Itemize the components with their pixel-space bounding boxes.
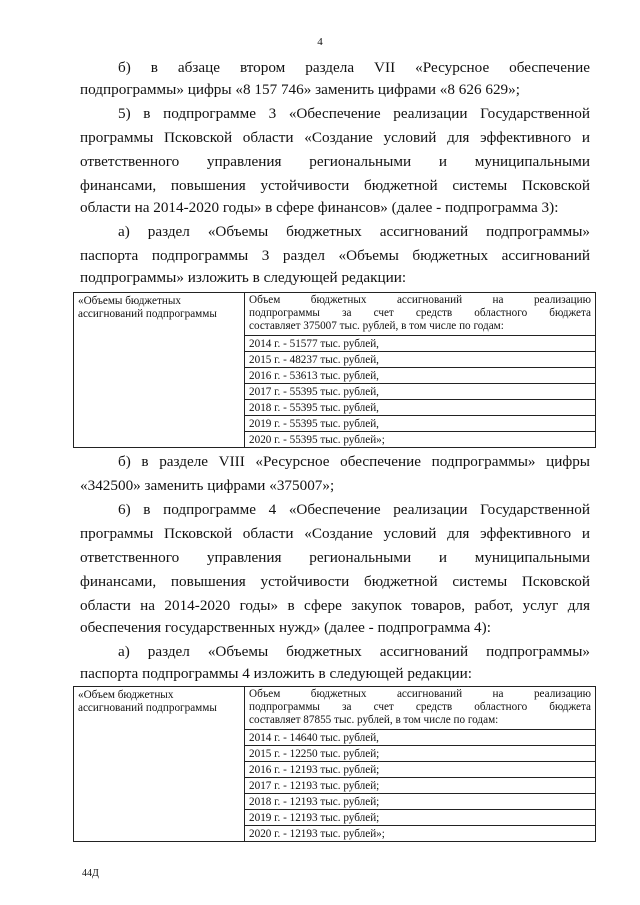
paragraph-line: области на 2014-2020 годы» в сфере финансов» (далее - подпрограмма 3): bbox=[80, 199, 559, 216]
table-year-row: 2017 г. - 12193 тыс. рублей; bbox=[245, 777, 595, 793]
table-value-header bbox=[245, 687, 595, 729]
table-value-cell bbox=[245, 293, 596, 448]
table-label-cell: «Объем бюджетных ассигнований подпрограммы bbox=[74, 687, 245, 842]
paragraph-line: финансами, повышения устойчивости бюджетной системы Псковской bbox=[80, 177, 590, 194]
table-header-line: Объем бюджетных ассигнований на реализацию bbox=[249, 688, 591, 700]
table-header-line: подпрограммы за счет средств областного бюджета bbox=[249, 701, 591, 713]
table-year-row: 2017 г. - 55395 тыс. рублей, bbox=[245, 383, 595, 399]
table-year-row: 2018 г. - 55395 тыс. рублей, bbox=[245, 399, 595, 415]
table-year-row: 2015 г. - 48237 тыс. рублей, bbox=[245, 351, 595, 367]
page-number: 4 bbox=[317, 36, 323, 48]
paragraph-line: финансами, повышения устойчивости бюджетной системы Псковской bbox=[80, 573, 590, 590]
table-year-row: 2014 г. - 14640 тыс. рублей, bbox=[245, 729, 595, 745]
paragraph-line: б) в абзаце втором раздела VII «Ресурсное обеспечение bbox=[118, 59, 590, 76]
table-year-row: 2015 г. - 12250 тыс. рублей; bbox=[245, 745, 595, 761]
paragraph-line: ответственного управления региональными и муниципальными bbox=[80, 153, 590, 170]
paragraph-line: паспорта подпрограммы 3 раздел «Объемы бюджетных ассигнований bbox=[80, 247, 590, 264]
paragraph-line: 6) в подпрограмме 4 «Обеспечение реализации Государственной bbox=[118, 501, 590, 518]
table-year-row: 2019 г. - 12193 тыс. рублей; bbox=[245, 809, 595, 825]
table-year-row: 2016 г. - 12193 тыс. рублей; bbox=[245, 761, 595, 777]
budget-table-subprogram-3 bbox=[73, 292, 596, 448]
table-value-header bbox=[245, 293, 595, 335]
table-header-line: составляет 375007 тыс. рублей, в том числе по годам: bbox=[249, 320, 504, 332]
table-year-row: 2019 г. - 55395 тыс. рублей, bbox=[245, 415, 595, 431]
paragraph-line: обеспечения государственных нужд» (далее - подпрограмма 4): bbox=[80, 619, 491, 636]
paragraph-line: б) в разделе VIII «Ресурсное обеспечение подпрограммы» цифры bbox=[118, 453, 590, 470]
paragraph-line: подпрограммы» цифры «8 157 746» заменить цифрами «8 626 629»; bbox=[80, 81, 520, 98]
table-year-row: 2014 г. - 51577 тыс. рублей, bbox=[245, 335, 595, 351]
footer-code: 44Д bbox=[82, 868, 99, 879]
table-year-row: 2020 г. - 12193 тыс. рублей»; bbox=[245, 825, 595, 841]
paragraph-line: 5) в подпрограмме 3 «Обеспечение реализации Государственной bbox=[118, 105, 590, 122]
table-header-line: подпрограммы за счет средств областного бюджета bbox=[249, 307, 591, 319]
table-header-line: Объем бюджетных ассигнований на реализацию bbox=[249, 294, 591, 306]
paragraph-line: программы Псковской области «Создание условий для эффективного и bbox=[80, 525, 590, 542]
paragraph-line: подпрограммы» изложить в следующей редакции: bbox=[80, 269, 407, 286]
table-year-row: 2020 г. - 55395 тыс. рублей»; bbox=[245, 431, 595, 447]
paragraph-line: паспорта подпрограммы 4 изложить в следующей редакции: bbox=[80, 665, 472, 682]
budget-table-subprogram-4 bbox=[73, 686, 596, 842]
table-label-cell: «Объемы бюджетных ассигнований подпрограммы bbox=[74, 293, 245, 448]
paragraph-line: программы Псковской области «Создание условий для эффективного и bbox=[80, 129, 590, 146]
table-header-line: составляет 87855 тыс. рублей, в том числе по годам: bbox=[249, 714, 499, 726]
paragraph-line: ответственного управления региональными и муниципальными bbox=[80, 549, 590, 566]
table-year-row: 2018 г. - 12193 тыс. рублей; bbox=[245, 793, 595, 809]
paragraph-line: а) раздел «Объемы бюджетных ассигнований подпрограммы» bbox=[118, 223, 590, 240]
table-value-cell bbox=[245, 687, 596, 842]
paragraph-line: а) раздел «Объемы бюджетных ассигнований подпрограммы» bbox=[118, 643, 590, 660]
paragraph-line: «342500» заменить цифрами «375007»; bbox=[80, 477, 335, 494]
table-year-row: 2016 г. - 53613 тыс. рублей, bbox=[245, 367, 595, 383]
paragraph-line: области на 2014-2020 годы» в сфере закупок товаров, работ, услуг для bbox=[80, 597, 590, 614]
